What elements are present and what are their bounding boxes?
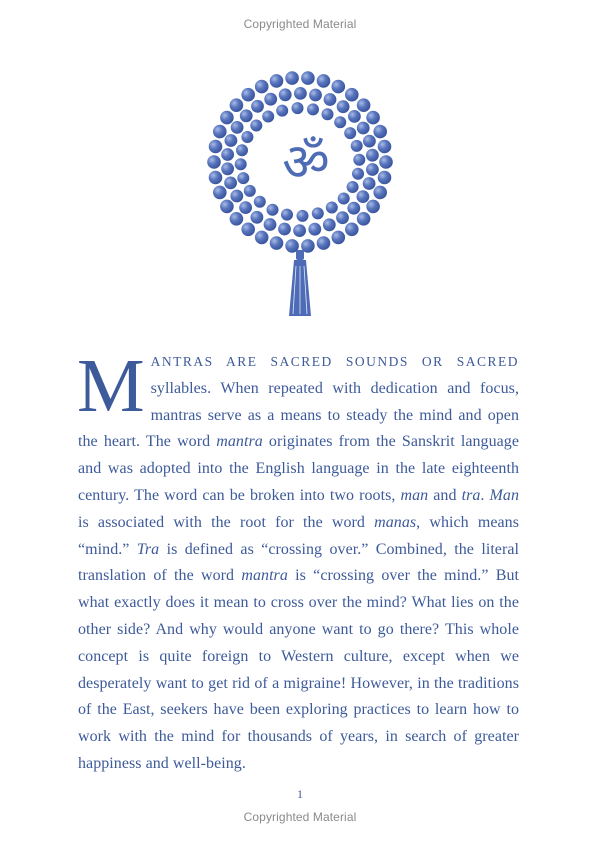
- mala-bead: [334, 116, 347, 129]
- italic-term: man: [400, 486, 429, 504]
- mala-bead: [316, 236, 330, 250]
- mala-bead: [276, 104, 289, 117]
- mala-bead: [237, 172, 250, 185]
- mala-bead: [281, 208, 294, 221]
- mala-bead: [278, 222, 292, 236]
- mala-bead: [239, 201, 253, 215]
- mala-bead: [230, 121, 244, 135]
- text-run: is defined as “crossing over.” Combined, the literal translation of the word: [78, 540, 519, 585]
- chapter-opening-paragraph: [77, 344, 520, 778]
- page-number: 1: [297, 787, 303, 801]
- mala-bead: [251, 100, 265, 114]
- mala-bead: [362, 177, 376, 191]
- mala-bead: [241, 88, 255, 102]
- mala-bead: [366, 148, 380, 162]
- mala-bead: [345, 222, 359, 236]
- mala-bead: [348, 110, 362, 124]
- mala-bead: [337, 192, 350, 205]
- mala-bead: [366, 163, 380, 177]
- copyright-watermark-top: Copyrighted Material: [243, 17, 357, 31]
- mala-bead: [224, 176, 238, 190]
- mala-bead: [269, 74, 283, 88]
- copyright-watermark-bottom: Copyrighted Material: [243, 810, 357, 824]
- om-mala-beads-icon: [198, 64, 402, 322]
- text-run: , which means “mind.”: [78, 513, 519, 558]
- mala-bead: [291, 102, 304, 115]
- mala-bead: [262, 110, 275, 123]
- mala-bead: [239, 109, 253, 123]
- mala-bead: [293, 224, 307, 238]
- mala-bead: [250, 119, 263, 132]
- mala-bead: [278, 88, 292, 102]
- italic-term: Man: [489, 486, 519, 504]
- text-run: is “crossing over the mind.” But what exactly does it mean to cross over the mind? What lies on the other side? And why would anyone want to go there? This whole concept is quite foreign to Western culture, except when we desperately want to get rid of a migraine! However, in the traditions of the East, seekers have been exploring practices to learn how to work with the mind for thousands of years, in search of greater happiness and well-being.: [78, 567, 520, 772]
- mala-bead: [208, 170, 222, 184]
- mala-bead: [323, 93, 337, 107]
- mala-bead: [234, 158, 247, 171]
- mala-bead: [356, 212, 370, 226]
- text-run: is associated with the root for the word: [78, 513, 375, 531]
- mala-bead: [263, 218, 277, 232]
- mala-bead: [301, 71, 315, 85]
- mala-bead: [347, 201, 361, 215]
- mala-bead: [321, 108, 334, 121]
- mala-tassel: [289, 250, 311, 316]
- text-run: .: [480, 486, 490, 504]
- mala-bead: [346, 181, 359, 194]
- mala-bead: [352, 167, 365, 180]
- mala-bead: [285, 71, 299, 85]
- mala-bead: [221, 148, 235, 162]
- text-run: and: [428, 486, 462, 504]
- mala-bead: [356, 121, 370, 135]
- mala-bead: [323, 218, 337, 232]
- mala-bead: [296, 210, 309, 223]
- mala-bead: [266, 203, 279, 216]
- mala-bead: [229, 212, 243, 226]
- om-symbol: ॐ: [282, 133, 330, 193]
- mala-bead: [255, 79, 269, 93]
- mala-bead: [294, 87, 308, 101]
- mala-bead: [241, 131, 254, 144]
- italic-term: mantra: [216, 433, 263, 451]
- italic-term: tra: [461, 486, 481, 504]
- mala-bead: [230, 189, 244, 203]
- mala-bead: [331, 230, 345, 244]
- mala-bead: [350, 140, 363, 153]
- mala-bead: [255, 230, 269, 244]
- mala-bead: [379, 155, 393, 169]
- mala-bead: [229, 98, 243, 112]
- mala-bead: [208, 139, 222, 153]
- italic-term: mantra: [241, 567, 288, 585]
- mala-bead: [356, 190, 370, 204]
- mala-bead: [336, 100, 350, 114]
- mala-bead: [325, 201, 338, 214]
- mala-bead: [366, 110, 380, 124]
- italic-term: Tra: [136, 540, 160, 558]
- mala-bead: [264, 92, 278, 106]
- mala-bead: [377, 170, 391, 184]
- mala-bead: [224, 134, 238, 148]
- mala-bead: [269, 236, 283, 250]
- mala-bead: [316, 74, 330, 88]
- mala-bead: [220, 199, 234, 213]
- mala-bead: [221, 162, 235, 176]
- mala-bead: [331, 79, 345, 93]
- mala-bead: [356, 98, 370, 112]
- mala-bead: [250, 211, 264, 225]
- text-run: originates from the Sanskrit language and was adopted into the English language in the late eighteenth century. The word can be broken into two roots,: [78, 433, 519, 504]
- mala-bead: [344, 127, 357, 140]
- text-run: syllables. When repeated with dedication and focus, mantras serve as a means to steady the mind and open the heart. The word: [78, 379, 519, 451]
- mala-bead: [253, 195, 266, 208]
- mala-bead: [353, 153, 366, 166]
- mala-bead: [311, 207, 324, 220]
- mala-bead: [373, 124, 387, 138]
- mala-bead: [243, 185, 256, 198]
- mala-bead: [309, 88, 323, 102]
- mala-bead: [363, 134, 377, 148]
- mala-bead: [213, 185, 227, 199]
- lead-in-smallcaps: ANTRAS ARE SACRED SOUNDS OR SACRED: [150, 354, 519, 369]
- mala-bead: [241, 222, 255, 236]
- drop-cap: M: [77, 344, 145, 428]
- mala-bead: [236, 144, 249, 157]
- italic-term: manas: [374, 513, 417, 531]
- mala-bead: [336, 211, 350, 225]
- mala-bead: [308, 222, 322, 236]
- mala-bead: [377, 139, 391, 153]
- mala-bead: [207, 155, 221, 169]
- mala-bead: [345, 88, 359, 102]
- mala-bead: [307, 103, 320, 116]
